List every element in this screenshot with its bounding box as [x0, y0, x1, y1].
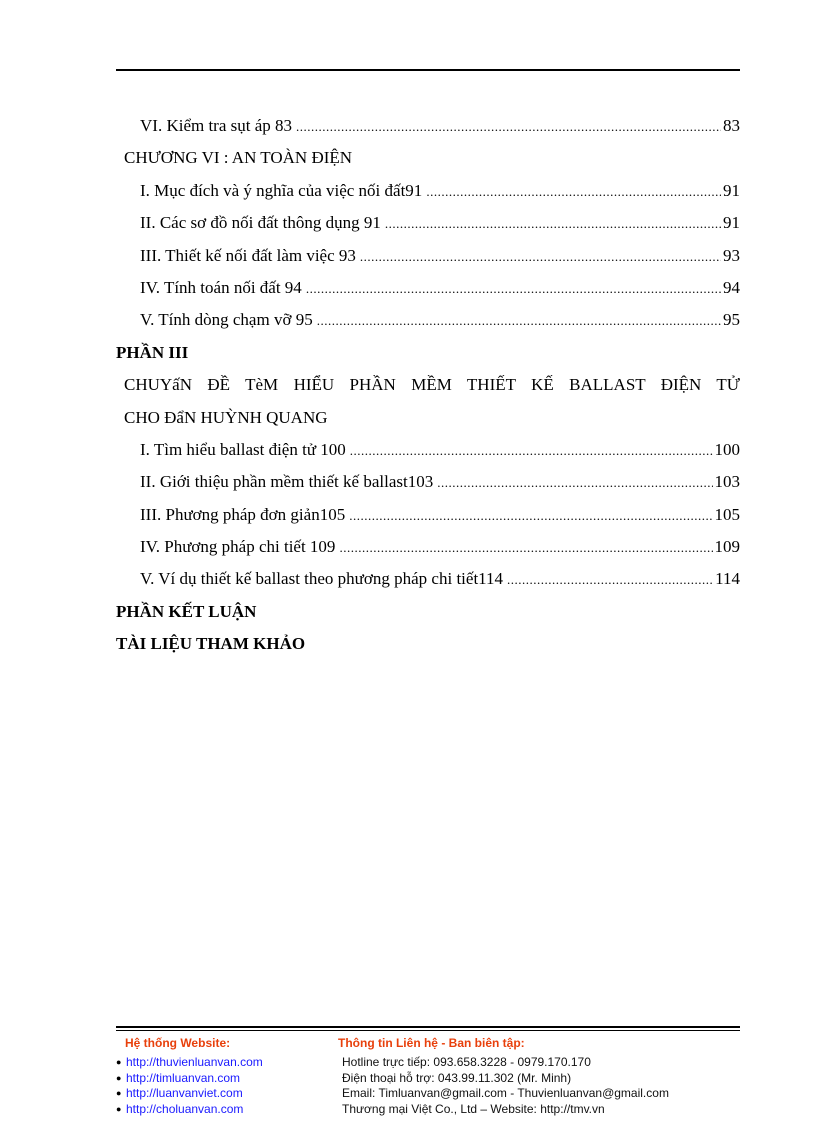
- part-title-line: CHUYấN ĐỀ TèM HIỂU PHẦN MỀM THIẾT KẾ BALLAST ĐIỆN TỬ: [124, 375, 740, 395]
- toc-entry-title: V. Ví dụ thiết kế ballast theo phương pháp chi tiết114: [140, 569, 504, 589]
- toc-entry-title: VI. Kiểm tra sụt áp 83: [140, 116, 293, 135]
- toc-entry[interactable]: [116, 466, 740, 498]
- toc-leader-dots: [426, 176, 721, 208]
- toc-entry[interactable]: [116, 434, 740, 466]
- toc-leader-dots: [317, 305, 721, 337]
- toc-entry[interactable]: [116, 207, 740, 239]
- website-link-row: [116, 1071, 336, 1086]
- toc-leader-dots: [296, 111, 721, 143]
- website-link-row: [116, 1086, 336, 1101]
- contact-email[interactable]: Email: Timluanvan@gmail.com - Thuvienluanvan@gmail.com: [342, 1086, 669, 1101]
- conclusion-heading[interactable]: PHẦN KẾT LUẬN: [116, 601, 257, 621]
- website-heading: Hệ thống Website:: [125, 1036, 231, 1050]
- header-rule: [116, 69, 740, 71]
- toc-leader-dots: [350, 435, 713, 467]
- footer-rule-thick: [116, 1026, 740, 1028]
- bullet-icon: ●: [116, 1072, 122, 1083]
- toc-entry-title: IV. Phương pháp chi tiết 109: [140, 537, 336, 557]
- toc-leader-dots: [339, 532, 712, 564]
- toc-entry-page: 91: [723, 213, 740, 233]
- toc-entry[interactable]: [116, 175, 740, 207]
- toc-entry-title: III. Phương pháp đơn giản105: [140, 504, 346, 524]
- toc-entry-page: 105: [714, 504, 740, 524]
- references-heading[interactable]: TÀI LIỆU THAM KHẢO: [116, 634, 306, 654]
- toc-entry-title: III. Thiết kế nối đất làm việc 93: [140, 245, 356, 265]
- toc-leader-dots: [360, 241, 721, 273]
- toc-entry-page: 93: [723, 245, 740, 265]
- toc-entry-page: 83: [723, 116, 740, 135]
- toc-leader-dots: [507, 564, 713, 596]
- part-title-continued[interactable]: CHO ĐẩN HUỲNH QUANG: [124, 407, 328, 427]
- contact-company: Thương mại Việt Co., Ltd – Website: http://tmv.vn: [342, 1101, 605, 1116]
- toc-leader-dots: [385, 208, 721, 240]
- part-title[interactable]: [116, 369, 740, 401]
- bullet-icon: ●: [116, 1088, 122, 1099]
- part-heading[interactable]: PHẦN III: [116, 342, 189, 362]
- toc-entry-page: 103: [714, 472, 740, 492]
- toc-leader-dots: [349, 500, 712, 532]
- toc-entry-page: 109: [714, 537, 740, 557]
- toc-entry[interactable]: [116, 563, 740, 595]
- website-link[interactable]: http://choluanvan.com: [126, 1101, 244, 1116]
- website-link-row: [116, 1055, 336, 1070]
- toc-entry-page: 95: [723, 310, 740, 330]
- footer-rule-thin: [116, 1030, 740, 1031]
- toc-entry-title: II. Giới thiệu phần mềm thiết kế ballast103: [140, 472, 434, 492]
- toc-entry-page: 94: [723, 277, 740, 297]
- toc-entry-page: 100: [714, 439, 740, 459]
- website-link[interactable]: http://luanvanviet.com: [126, 1086, 243, 1101]
- toc-entry-page: 114: [715, 569, 740, 589]
- toc-entry-title: I. Mục đích và ý nghĩa của việc nối đất91: [140, 180, 423, 200]
- toc-entry-title: IV. Tính toán nối đất 94: [140, 277, 302, 297]
- chapter-heading[interactable]: CHƯƠNG VI : AN TOÀN ĐIỆN: [124, 148, 353, 168]
- toc-entry-page: 91: [723, 180, 740, 200]
- toc-entry[interactable]: [116, 531, 740, 563]
- contact-heading: Thông tin Liên hệ - Ban biên tập:: [338, 1036, 525, 1050]
- website-link-row: [116, 1102, 336, 1117]
- contact-phone: Điện thoại hỗ trợ: 043.99.11.302 (Mr. Minh): [342, 1070, 572, 1085]
- toc-entry[interactable]: [116, 240, 740, 272]
- contact-info: [338, 1036, 740, 1117]
- toc-entry[interactable]: [116, 499, 740, 531]
- table-of-contents: [116, 110, 740, 661]
- toc-entry-title: V. Tính dòng chạm vỡ 95: [140, 310, 313, 330]
- website-link[interactable]: http://timluanvan.com: [126, 1070, 241, 1085]
- toc-leader-dots: [437, 467, 712, 499]
- toc-entry[interactable]: [116, 304, 740, 336]
- toc-entry[interactable]: [116, 110, 740, 142]
- bullet-icon: ●: [116, 1057, 122, 1068]
- bullet-icon: ●: [116, 1103, 122, 1114]
- toc-entry-title: I. Tìm hiểu ballast điện tử 100: [140, 439, 346, 459]
- toc-entry-title: II. Các sơ đồ nối đất thông dụng 91: [140, 213, 381, 233]
- toc-leader-dots: [306, 273, 721, 305]
- contact-hotline: Hotline trực tiếp: 093.658.3228 - 0979.170.170: [342, 1055, 591, 1070]
- website-list: [116, 1036, 336, 1117]
- toc-entry[interactable]: [116, 272, 740, 304]
- website-link[interactable]: http://thuvienluanvan.com: [126, 1055, 263, 1070]
